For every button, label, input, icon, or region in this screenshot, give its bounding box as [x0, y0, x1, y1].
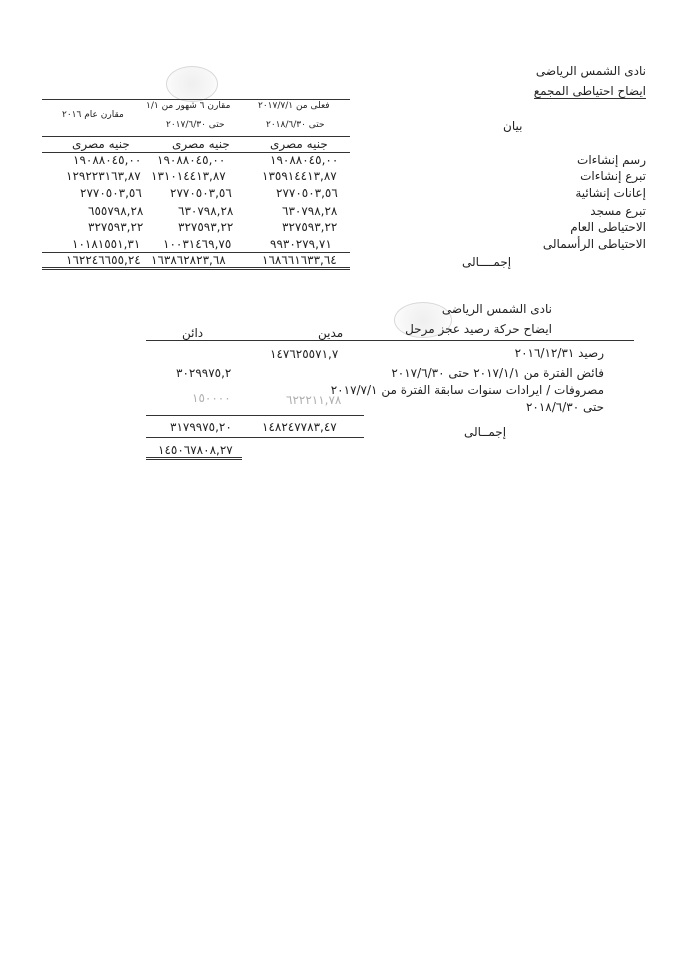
total-value-sixmonths: ١٦٣٨٦٢٨٢٣,٦٨ [151, 253, 226, 267]
row-label: فائض الفترة من ٢٠١٧/١/١ حتى ٢٠١٧/٦/٣٠ [391, 366, 604, 380]
row-value-year2016: ١٩٠٨٨٠٤٥,٠٠ [73, 153, 142, 167]
row-label: الاحتياطى العام [570, 220, 646, 234]
header-top-rule [42, 99, 350, 100]
row-value-sixmonths: ٢٧٧٠٥٠٣,٥٦ [170, 186, 232, 200]
col-header-credit: دائن [182, 326, 204, 340]
row-label-line2: حتى ٢٠١٨/٦/٣٠ [525, 400, 604, 414]
row-value-debit: ٦٢٢٢١١,٧٨ [286, 393, 342, 407]
col-header-sixmonths-line1: مقارن ٦ شهور من ١/١ [146, 101, 231, 111]
currency-label-year2016: جنيه مصرى [72, 137, 130, 151]
net-balance: ١٤٥٠٦٧٨٠٨,٢٧ [158, 443, 233, 457]
row-value-sixmonths: ٣٢٧٥٩٣,٢٢ [178, 220, 234, 234]
col-header-year2016: مقارن عام ٢٠١٦ [62, 110, 124, 120]
row-label: تبرع إنشاءات [580, 169, 646, 183]
section2-total-rule [146, 415, 364, 416]
club-name: نادى الشمس الرياضى [535, 64, 646, 78]
net-bottom-rule-2 [146, 459, 242, 460]
club-name: نادى الشمس الرياضى [441, 302, 552, 316]
row-value-sixmonths: ٦٣٠٧٩٨,٢٨ [178, 204, 234, 218]
row-value-actual: ٣٢٧٥٩٣,٢٢ [282, 220, 338, 234]
total-label: إجمــــالى [462, 255, 512, 269]
row-value-sixmonths: ١٣١٠١٤٤١٣,٨٧ [151, 169, 226, 183]
row-label: رسم إنشاءات [577, 153, 646, 167]
row-value-actual: ٩٩٣٠٢٧٩,٧١ [270, 237, 332, 251]
row-value-year2016: ١٢٩٢٢٣١٦٣,٨٧ [66, 169, 141, 183]
col-header-actual-line2: حتى ٢٠١٨/٦/٣٠ [266, 120, 325, 130]
row-value-actual: ١٣٥٩١٤٤١٣,٨٧ [262, 169, 337, 183]
total-label: إجمــالى [464, 425, 507, 439]
row-label: رصيد ٢٠١٦/١٢/٣١ [514, 346, 604, 360]
total-value-credit: ٣١٧٩٩٧٥,٢٠ [170, 420, 232, 434]
row-value-credit: ١٥٠٠٠٠ [192, 391, 231, 405]
row-value-actual: ٦٣٠٧٩٨,٢٨ [282, 204, 338, 218]
currency-label-sixmonths: جنيه مصرى [172, 137, 230, 151]
col-header-debit: مدين [318, 326, 344, 340]
section-title: ايضاح حركة رصيد عجز مرحل [405, 322, 552, 336]
row-value-year2016: ٢٧٧٠٥٠٣,٥٦ [80, 186, 142, 200]
row-label: الاحتياطى الرأسمالى [542, 237, 646, 251]
statement-label: بيان [503, 119, 523, 133]
row-label: تبرع مسجد [590, 204, 646, 218]
col-header-sixmonths-line2: حتى ٢٠١٧/٦/٣٠ [166, 120, 225, 130]
row-value-actual: ٢٧٧٠٥٠٣,٥٦ [276, 186, 338, 200]
club-seal-watermark [166, 66, 218, 102]
total-value-year2016: ١٦٢٢٤٦٦٥٥,٢٤ [66, 253, 141, 267]
row-value-credit: ٣٠٢٩٩٧٥,٢ [176, 366, 232, 380]
section2-header-rule [146, 340, 634, 341]
col-header-actual-line1: فعلى من ٢٠١٧/٧/١ [258, 101, 330, 111]
row-label: إعانات إنشائية [575, 186, 646, 200]
row-label-line1: مصروفات / ايرادات سنوات سابقة الفترة من ٢٠١٧/٧/١ [330, 383, 604, 397]
net-bottom-rule-1 [146, 457, 242, 458]
row-value-year2016: ٣٢٧٥٩٣,٢٢ [88, 220, 144, 234]
section-title: ايضاح احتياطى المجمع [533, 84, 646, 98]
row-value-debit: ١٤٧٦٢٥٥٧١,٧ [270, 347, 339, 361]
net-top-rule [146, 437, 364, 438]
total-bottom-rule-1 [42, 267, 350, 268]
total-value-actual: ١٦٨٦٦١٦٣٣,٦٤ [262, 253, 337, 267]
row-value-sixmonths: ١٠٠٣١٤٦٩,٧٥ [163, 237, 232, 251]
currency-label-actual: جنيه مصرى [270, 137, 328, 151]
row-value-year2016: ١٠١٨١٥٥١,٣١ [72, 237, 141, 251]
row-value-actual: ١٩٠٨٨٠٤٥,٠٠ [270, 153, 339, 167]
total-bottom-rule-2 [42, 269, 350, 270]
total-value-debit: ١٤٨٢٤٧٧٨٣,٤٧ [262, 420, 337, 434]
row-value-year2016: ٦٥٥٧٩٨,٢٨ [88, 204, 144, 218]
row-value-sixmonths: ١٩٠٨٨٠٤٥,٠٠ [157, 153, 226, 167]
